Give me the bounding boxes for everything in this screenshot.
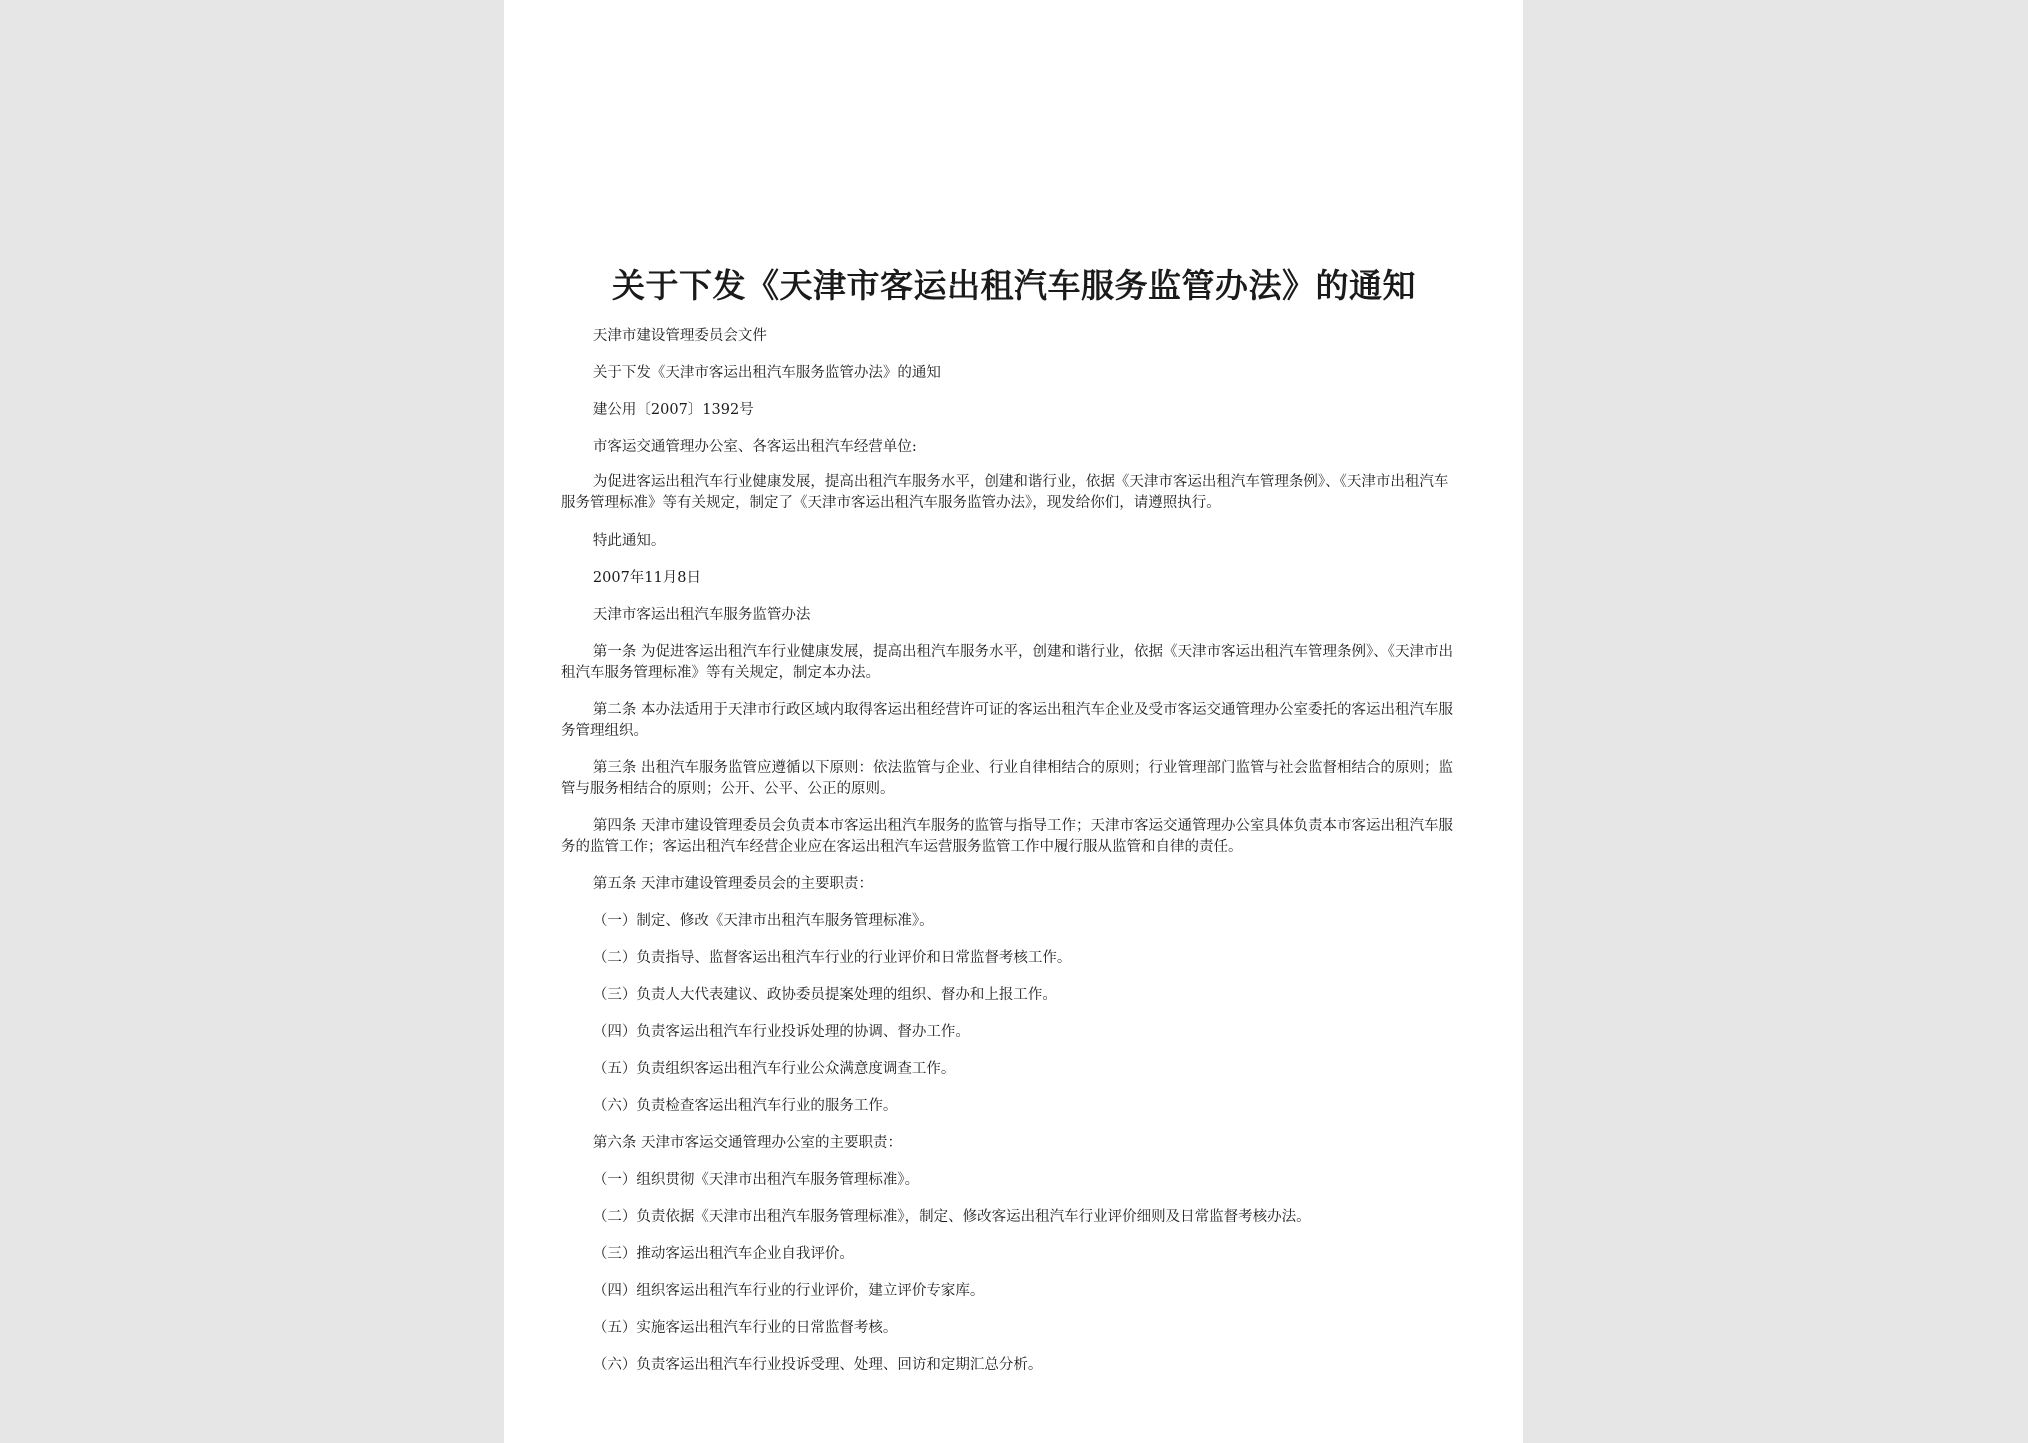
article-5-item-5: （五）负责组织客运出租汽车行业公众满意度调查工作。 — [592, 1061, 956, 1077]
article-6-item-2: （二）负责依据《天津市出租汽车服务管理标准》，制定、修改客运出租汽车行业评价细则及日常监督考核办法。 — [592, 1209, 1311, 1225]
article-5-item-1: （一）制定、修改《天津市出租汽车服务管理标准》。 — [592, 913, 934, 929]
article-5-item-3: （三）负责人大代表建议、政协委员提案处理的组织、督办和上报工作。 — [592, 987, 1057, 1003]
document-number: 建公用〔2007〕1392号 — [592, 402, 754, 418]
article-2: 第二条 本办法适用于天津市行政区域内取得客运出租经营许可证的客运出租汽车企业及受市客运交通管理办公室委托的客运出租汽车服务管理组织。 — [561, 702, 1453, 739]
issue-date: 2007年11月8日 — [592, 570, 701, 586]
article-4: 第四条 天津市建设管理委员会负责本市客运出租汽车服务的监管与指导工作；天津市客运交通管理办公室具体负责本市客运出租汽车服务的监管工作；客运出租汽车经营企业应在客运出租汽车运营服务监管工作中履行服从监管和自律的责任。 — [561, 818, 1453, 855]
issuer-line: 天津市建设管理委员会文件 — [592, 328, 767, 344]
article-6-item-5: （五）实施客运出租汽车行业的日常监督考核。 — [592, 1320, 898, 1336]
article-6-item-4: （四）组织客运出租汽车行业的行业评价，建立评价专家库。 — [592, 1283, 985, 1299]
article-5-item-4: （四）负责客运出租汽车行业投诉处理的协调、督办工作。 — [592, 1024, 970, 1040]
article-6-item-3: （三）推动客运出租汽车企业自我评价。 — [592, 1246, 854, 1262]
closing-phrase: 特此通知。 — [592, 533, 666, 549]
article-6-item-6: （六）负责客运出租汽车行业投诉受理、处理、回访和定期汇总分析。 — [592, 1357, 1043, 1373]
article-6-item-1: （一）组织贯彻《天津市出租汽车服务管理标准》。 — [592, 1172, 920, 1188]
article-1: 第一条 为促进客运出租汽车行业健康发展，提高出租汽车服务水平，创建和谐行业，依据《天津市客运出租汽车管理条例》、《天津市出租汽车服务管理标准》等有关规定，制定本办法。 — [561, 644, 1453, 681]
notice-subject: 关于下发《天津市客运出租汽车服务监管办法》的通知 — [592, 365, 941, 381]
notice-body: 为促进客运出租汽车行业健康发展，提高出租汽车服务水平，创建和谐行业，依据《天津市客运出租汽车管理条例》、《天津市出租汽车服务管理标准》等有关规定，制定了《天津市客运出租汽车服务监管办法》，现发给你们，请遵照执行。 — [561, 474, 1449, 511]
document-title: 关于下发《天津市客运出租汽车服务监管办法》的通知 — [612, 266, 1416, 305]
article-5: 第五条 天津市建设管理委员会的主要职责： — [592, 876, 873, 892]
addressee: 市客运交通管理办公室、各客运出租汽车经营单位: — [592, 439, 917, 455]
document-page — [504, 0, 1523, 1443]
article-5-item-2: （二）负责指导、监督客运出租汽车行业的行业评价和日常监督考核工作。 — [592, 950, 1072, 966]
article-6: 第六条 天津市客运交通管理办公室的主要职责： — [592, 1135, 902, 1151]
article-3: 第三条 出租汽车服务监管应遵循以下原则：依法监管与企业、行业自律相结合的原则；行业管理部门监管与社会监督相结合的原则；监管与服务相结合的原则；公开、公平、公正的原则。 — [561, 760, 1453, 797]
article-5-item-6: （六）负责检查客运出租汽车行业的服务工作。 — [592, 1098, 898, 1114]
regulation-title: 天津市客运出租汽车服务监管办法 — [592, 607, 811, 623]
